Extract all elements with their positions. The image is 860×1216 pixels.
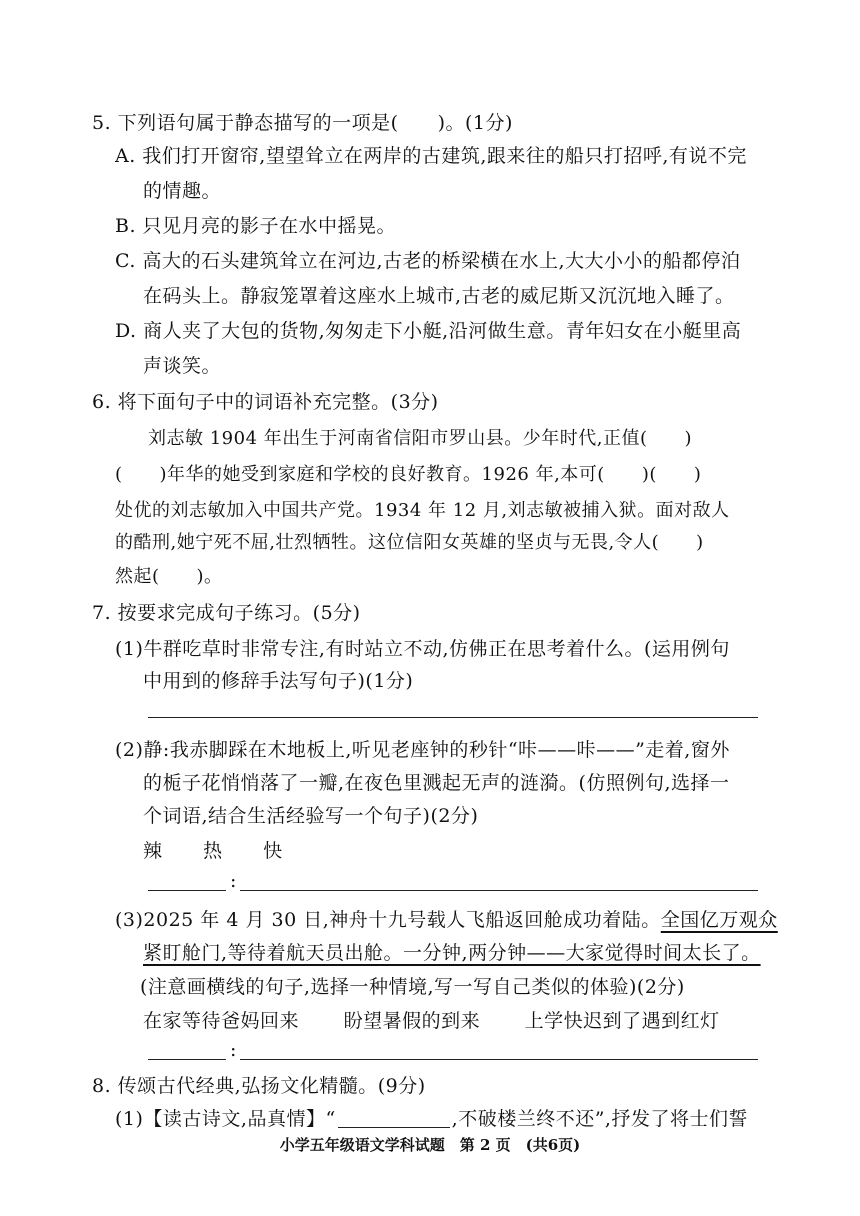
q5-option-d: D. 商人夹了大包的货物,匆匆走下小艇,沿河做生意。青年妇女在小艇里高	[115, 320, 742, 342]
page-footer: 小学五年级语文学科试题 第 2 页 (共6页)	[279, 1136, 581, 1154]
q7-sub3-colon: :	[230, 1039, 237, 1061]
q7-sub2-colon: :	[230, 870, 237, 892]
q5-option-d-cont: 声谈笑。	[143, 355, 222, 377]
q7-stem: 7. 按要求完成句子练习。(5分)	[92, 602, 361, 624]
situation-choice: 上学快迟到了遇到红灯	[524, 1010, 720, 1032]
q7-sub3-instruction: (注意画横线的句子,选择一种情境,写一写自己类似的体验)(2分)	[140, 976, 685, 998]
q8-sub1: (1)【读古诗文,品真情】“ ,不破楼兰终不还”,抒发了将士们誓	[115, 1108, 748, 1130]
q7-sub2-cont: 的栀子花悄悄落了一瓣,在夜色里溅起无声的涟漪。(仿照例句,选择一	[143, 772, 730, 794]
q6-passage-line-3: 处优的刘志敏加入中国共产党。1934 年 12 月,刘志敏被捕入狱。面对敌人	[115, 500, 730, 521]
q6-passage-line-5: 然起( )。	[115, 566, 223, 587]
q7-sub2-cont-2: 个词语,结合生活经验写一个句子)(2分)	[143, 805, 479, 827]
q8-stem: 8. 传颂古代经典,弘扬文化精髓。(9分)	[92, 1075, 426, 1097]
q5-option-c-cont: 在码头上。静寂笼罩着这座水上城市,古老的威尼斯又沉沉地入睡了。	[143, 285, 735, 307]
q7-sub3-situations	[143, 1006, 720, 1033]
q7-sub1-answer-line[interactable]	[148, 717, 758, 718]
q7-sub1-cont: 中用到的修辞手法写句子)(1分)	[143, 670, 414, 692]
word-choice: 热	[203, 840, 223, 862]
q7-sub3: (3)2025 年 4 月 30 日,神舟十九号载人飞船返回舱成功着陆。全国亿万观众	[115, 909, 778, 931]
q6-passage-line-2: ( )年华的她受到家庭和学校的良好教育。1926 年,本可( )( )	[115, 464, 702, 485]
q6-passage-line-1: 刘志敏 1904 年出生于河南省信阳市罗山县。少年时代,正值( )	[148, 428, 693, 449]
q7-sub1: (1)牛群吃草时非常专注,有时站立不动,仿佛正在思考着什么。(运用例句	[115, 638, 730, 660]
underlined-sentence-cont: 紧盯舱门,等待着航天员出舱。一分钟,两分钟——大家觉得时间太长了。	[143, 942, 761, 964]
q7-sub3-situation-blank[interactable]	[148, 1059, 226, 1060]
underlined-sentence: 全国亿万观众	[660, 909, 778, 931]
q7-sub2-word-blank[interactable]	[148, 890, 226, 891]
q7-sub2-word-choices	[143, 836, 317, 863]
q6-stem: 6. 将下面句子中的词语补充完整。(3分)	[92, 391, 439, 413]
q7-sub2-answer-line[interactable]	[240, 890, 758, 891]
situation-choice: 盼望暑假的到来	[343, 1010, 481, 1032]
word-choice: 辣	[143, 840, 163, 862]
q7-sub2: (2)静:我赤脚踩在木地板上,听见老座钟的秒针“咔——咔——”走着,窗外	[115, 739, 730, 761]
q5-option-a-cont: 的情趣。	[143, 180, 222, 202]
word-choice: 快	[263, 840, 283, 862]
q6-passage-line-4: 的酷刑,她宁死不屈,壮烈牺牲。这位信阳女英雄的坚贞与无畏,令人( )	[115, 532, 704, 553]
situation-choice: 在家等待爸妈回来	[143, 1010, 300, 1032]
q7-sub3-answer-line[interactable]	[240, 1059, 758, 1060]
q5-option-b: B. 只见月亮的影子在水中摇晃。	[115, 215, 397, 237]
q5-option-a: A. 我们打开窗帘,望望耸立在两岸的古建筑,跟来往的船只打招呼,有说不完	[115, 145, 747, 167]
poem-blank[interactable]	[338, 1109, 450, 1128]
q5-stem: 5. 下列语句属于静态描写的一项是( )。(1分)	[92, 112, 513, 134]
q5-option-c: C. 高大的石头建筑耸立在河边,古老的桥梁横在水上,大大小小的船都停泊	[115, 250, 741, 272]
